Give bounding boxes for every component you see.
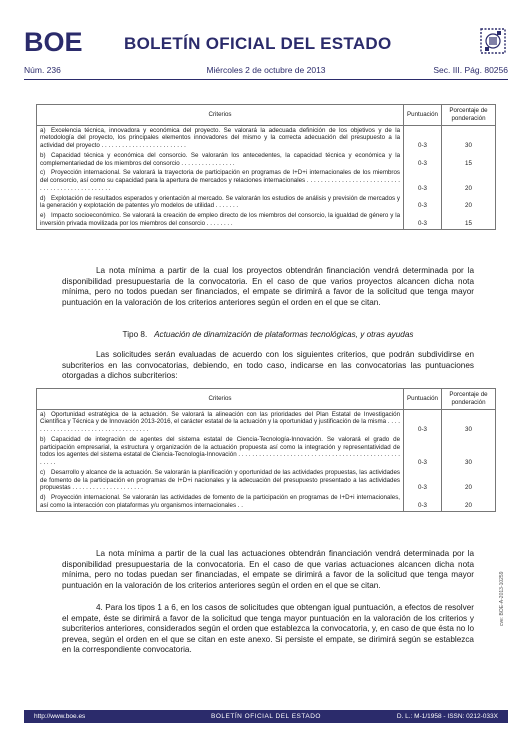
page-footer — [24, 710, 508, 723]
criteria-table-2 — [36, 388, 496, 512]
coat-of-arms-icon — [478, 26, 508, 56]
score-cell: 0-3 — [404, 211, 442, 229]
weight-header: Porcentaje de ponderación — [442, 105, 496, 126]
table-row — [37, 168, 496, 193]
score-cell: 0-3 — [404, 493, 442, 511]
criteria-header: Criterios — [37, 389, 404, 410]
paragraph-minimum-score-actions: La nota mínima a partir de la cual las actuaciones obtendrán financiación vendrá determinada por la disponibilidad presupuestaria de la convocatoria. En el caso de que varias actuaciones alcancen dicha nota mínima, pero no todas puedan ser financiadas, el empate se dirimirá a favor de la solicitud que tenga mayor puntuación en la valoración de los criterios anteriores según el orden en el que se citan. — [62, 549, 474, 590]
paragraph-minimum-score-projects: La nota mínima a partir de la cual los proyectos obtendrán financiación vendrá determinada por la disponibilidad presupuestaria de la convocatoria. En el caso de que varios proyectos alcancen dicha nota mínima, pero no todos puedan ser financiados, el empate se dirimirá a favor de la solicitud que tenga mayor puntuación en la valoración de los criterios anteriores según el orden en el que se citan. — [62, 266, 474, 307]
table-row — [37, 468, 496, 493]
section-heading-tipo-8: Tipo 8. Actuación de dinamización de plataformas tecnológicas, y otras ayudas — [122, 330, 414, 339]
footer-link-boe[interactable]: http://www.boe.es — [34, 713, 86, 720]
footer-legal-deposit: D. L.: M-1/1958 - ISSN: 0212-033X — [396, 713, 498, 720]
score-cell: 0-3 — [404, 409, 442, 435]
table-header — [37, 105, 496, 126]
page-header — [24, 26, 508, 60]
table-row — [37, 194, 496, 212]
score-cell: 0-3 — [404, 435, 442, 468]
score-cell: 0-3 — [404, 151, 442, 169]
paragraph-evaluation-intro: Las solicitudes serán evaluadas de acuerdo con los siguientes criterios, que podrán subdividirse en subcriterios en las convocatorias, debiendo, en todo caso, indicarse en las convocatorias las puntuaciones otorgadas a dichos subcriterios: — [62, 350, 474, 381]
weight-cell: 30 — [442, 409, 496, 435]
weight-cell: 15 — [442, 211, 496, 229]
criteria-table-1 — [36, 104, 496, 230]
section-page: Sec. III. Pág. 80256 — [433, 65, 508, 75]
table-row — [37, 435, 496, 468]
page-title: BOLETÍN OFICIAL DEL ESTADO — [124, 34, 392, 53]
weight-cell: 15 — [442, 151, 496, 169]
criteria-cell: d) Explotación de resultados esperados y orientación al mercado. Se valorarán los estudios de análisis y previsión de mercados y la generación y explotación de patentes y/o modelos de utilidad . . . . . . . — [37, 194, 404, 212]
criteria-cell: c) Proyección internacional. Se valorará la trayectoria de participación en programas de I+D+i internacionales de los miembros del consorcio, así como su capacidad para la apertura de mercados y relaciones internacionales . . . . . . . . . . . . . . . . . . . . . . . . . . . . . . . . . . . . . . . . . . . . . . . . — [37, 168, 404, 193]
criteria-cell: a) Excelencia técnica, innovadora y económica del proyecto. Se valorará la adecuada definición de los objetivos y de la metodología del proyecto, los principales elementos innovadores del mismo y la correcta adecuación del presupuesto a la actividad del proyecto . . . . . . . . . . . . . . . . . . . . . . . . . — [37, 125, 404, 151]
criteria-cell: d) Proyección internacional. Se valorarán las actividades de fomento de la participación en programas de I+D+i internacionales, así como la interacción con plataformas y/u organismos internacionales . . — [37, 493, 404, 511]
document-verification-code: cve: BOE-A-2013-10259 — [499, 571, 505, 626]
table-row — [37, 493, 496, 511]
footer-title: BOLETÍN OFICIAL DEL ESTADO — [211, 713, 321, 720]
score-cell: 0-3 — [404, 125, 442, 151]
boe-logo-text: BOE — [24, 28, 83, 54]
score-header: Puntuación — [404, 389, 442, 410]
paragraph-tie-break: 4. Para los tipos 1 a 6, en los casos de solicitudes que obtengan igual puntuación, a efectos de resolver el empate, éste se dirimirá a favor de la solicitud que tenga mayor puntuación en la valoración de los criterios y subcriterios anteriores, considerados según el orden que establezca la convocatoria, y, en caso de que ésta no lo prevea, según el orden en el que se citan en este anexo. Si persiste el empate, se dirimirá según se establezca en la correspondiente convocatoria. — [62, 603, 474, 655]
criteria-cell: c) Desarrollo y alcance de la actuación. Se valorarán la planificación y oportunidad de las actividades propuestas, las actividades de fomento de la participación en programas de I+D+i nacionales y la adecuación del presupuesto presentado a las actividades propuestas . . . . . . . . . . . . . . . . . . . . . — [37, 468, 404, 493]
table-header — [37, 389, 496, 410]
criteria-cell: a) Oportunidad estratégica de la actuación. Se valorará la alineación con las prioridades del Plan Estatal de Investigación Científica y Técnica y de Innovación 2013-2016, el carácter estatal de la actuación y la oportunidad y justificación de la misma . . . . . . . . . . . . . . . . . . . . . . . . . . . . . . . . . . . . — [37, 409, 404, 435]
table-row — [37, 151, 496, 169]
issue-number: Núm. 236 — [24, 65, 61, 75]
table-row — [37, 409, 496, 435]
boe-logo — [24, 28, 94, 54]
issue-info — [24, 63, 508, 77]
score-cell: 0-3 — [404, 168, 442, 193]
weight-cell: 20 — [442, 468, 496, 493]
weight-cell: 20 — [442, 493, 496, 511]
weight-cell: 30 — [442, 125, 496, 151]
score-header: Puntuación — [404, 105, 442, 126]
weight-cell: 30 — [442, 435, 496, 468]
weight-header: Porcentaje de ponderación — [442, 389, 496, 410]
score-cell: 0-3 — [404, 194, 442, 212]
criteria-cell: b) Capacidad técnica y económica del consorcio. Se valorarán los antecedentes, la capacidad técnica y económica y la complementariedad de los miembros del consorcio . . . . . . . . . . . . . . . . — [37, 151, 404, 169]
table-row — [37, 211, 496, 229]
criteria-cell: b) Capacidad de integración de agentes del sistema estatal de Ciencia-Tecnología-Innovación. Se valorará el grado de participación empresarial, la estructura y organización de la actuación propuesta así como la integración y representatividad de todos los agentes del sistema estatal de Ciencia-Tecnología-Innovación . . . . . . . . . . . . . . . . . . . . . . . . . . . . . . . . . . . . . . . . . . . . . . . . . . . . — [37, 435, 404, 468]
score-cell: 0-3 — [404, 468, 442, 493]
criteria-header: Criterios — [37, 105, 404, 126]
table-row — [37, 125, 496, 151]
header-rule — [24, 79, 508, 80]
issue-date: Miércoles 2 de octubre de 2013 — [206, 65, 326, 75]
weight-cell: 20 — [442, 168, 496, 193]
weight-cell: 20 — [442, 194, 496, 212]
criteria-cell: e) Impacto socioeconómico. Se valorará la creación de empleo directo de los miembros del consorcio, la igualdad de género y la inversión privada movilizada por los miembros del consorcio . . . . . . . . — [37, 211, 404, 229]
